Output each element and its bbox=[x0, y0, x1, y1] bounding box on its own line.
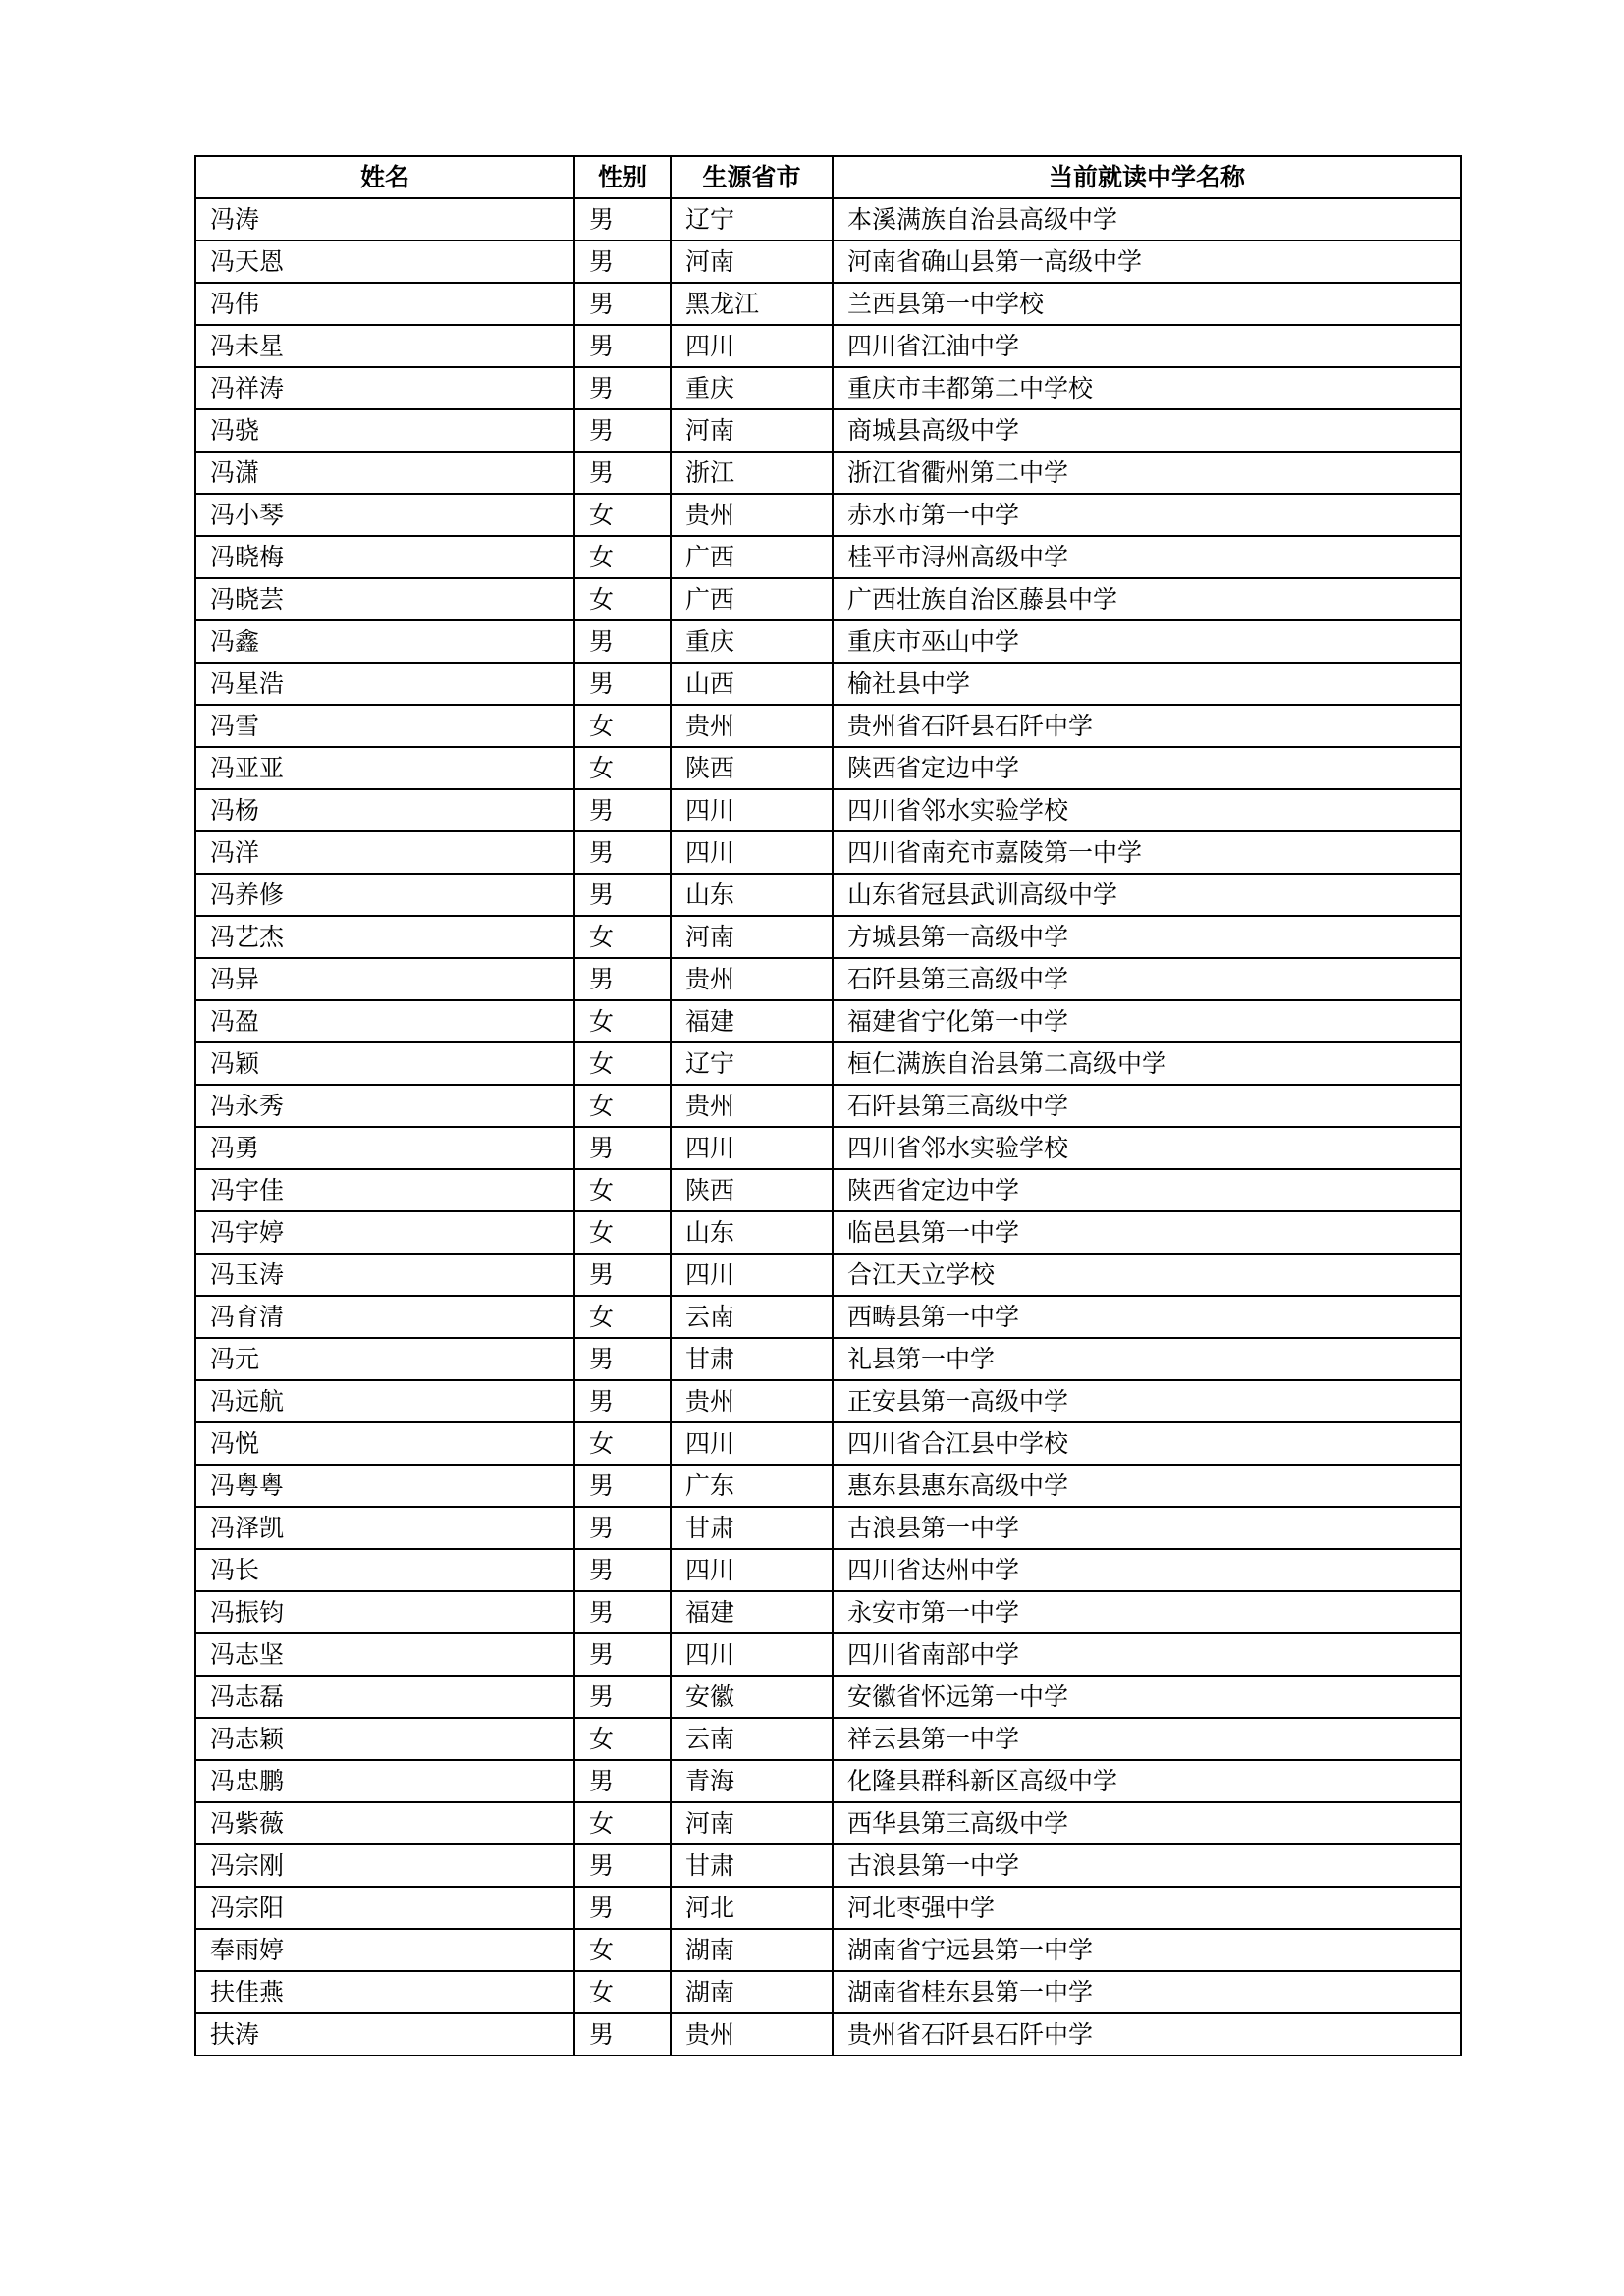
table-row bbox=[195, 198, 1461, 240]
gender-cell: 女 bbox=[574, 494, 671, 536]
table-row bbox=[195, 663, 1461, 705]
school-cell: 礼县第一中学 bbox=[833, 1338, 1461, 1380]
school-cell: 西畴县第一中学 bbox=[833, 1296, 1461, 1338]
school-cell: 安徽省怀远第一中学 bbox=[833, 1676, 1461, 1718]
header-school: 当前就读中学名称 bbox=[833, 156, 1461, 198]
school-cell: 四川省合江县中学校 bbox=[833, 1422, 1461, 1465]
province-cell: 四川 bbox=[671, 325, 833, 367]
table-row bbox=[195, 1085, 1461, 1127]
province-cell: 广东 bbox=[671, 1465, 833, 1507]
gender-cell: 女 bbox=[574, 1085, 671, 1127]
table-row bbox=[195, 1380, 1461, 1422]
name-cell: 冯盈 bbox=[195, 1000, 574, 1042]
table-row bbox=[195, 1507, 1461, 1549]
gender-cell: 女 bbox=[574, 1929, 671, 1971]
table-row bbox=[195, 494, 1461, 536]
province-cell: 福建 bbox=[671, 1000, 833, 1042]
school-cell: 榆社县中学 bbox=[833, 663, 1461, 705]
province-cell: 甘肃 bbox=[671, 1507, 833, 1549]
province-cell: 浙江 bbox=[671, 452, 833, 494]
gender-cell: 男 bbox=[574, 367, 671, 409]
province-cell: 贵州 bbox=[671, 494, 833, 536]
school-cell: 石阡县第三高级中学 bbox=[833, 958, 1461, 1000]
name-cell: 冯宗阳 bbox=[195, 1887, 574, 1929]
name-cell: 冯粤粤 bbox=[195, 1465, 574, 1507]
gender-cell: 男 bbox=[574, 1507, 671, 1549]
gender-cell: 男 bbox=[574, 1549, 671, 1591]
table-row bbox=[195, 240, 1461, 283]
gender-cell: 男 bbox=[574, 198, 671, 240]
province-cell: 云南 bbox=[671, 1296, 833, 1338]
name-cell: 冯祥涛 bbox=[195, 367, 574, 409]
name-cell: 冯育清 bbox=[195, 1296, 574, 1338]
name-cell: 冯宇婷 bbox=[195, 1211, 574, 1254]
table-row bbox=[195, 1676, 1461, 1718]
school-cell: 正安县第一高级中学 bbox=[833, 1380, 1461, 1422]
name-cell: 冯晓芸 bbox=[195, 578, 574, 620]
name-cell: 冯紫薇 bbox=[195, 1802, 574, 1844]
name-cell: 冯养修 bbox=[195, 874, 574, 916]
name-cell: 冯雪 bbox=[195, 705, 574, 747]
table-row bbox=[195, 1127, 1461, 1169]
province-cell: 湖南 bbox=[671, 1971, 833, 2013]
gender-cell: 女 bbox=[574, 747, 671, 789]
school-cell: 临邑县第一中学 bbox=[833, 1211, 1461, 1254]
province-cell: 湖南 bbox=[671, 1929, 833, 1971]
table-row bbox=[195, 747, 1461, 789]
gender-cell: 女 bbox=[574, 705, 671, 747]
gender-cell: 男 bbox=[574, 452, 671, 494]
province-cell: 四川 bbox=[671, 789, 833, 831]
gender-cell: 女 bbox=[574, 1422, 671, 1465]
table-row bbox=[195, 1422, 1461, 1465]
table-row bbox=[195, 874, 1461, 916]
header-gender: 性别 bbox=[574, 156, 671, 198]
school-cell: 古浪县第一中学 bbox=[833, 1507, 1461, 1549]
school-cell: 桂平市浔州高级中学 bbox=[833, 536, 1461, 578]
gender-cell: 男 bbox=[574, 1633, 671, 1676]
gender-cell: 女 bbox=[574, 578, 671, 620]
name-cell: 冯未星 bbox=[195, 325, 574, 367]
table-row bbox=[195, 409, 1461, 452]
school-cell: 本溪满族自治县高级中学 bbox=[833, 198, 1461, 240]
gender-cell: 男 bbox=[574, 1591, 671, 1633]
school-cell: 湖南省桂东县第一中学 bbox=[833, 1971, 1461, 2013]
province-cell: 山东 bbox=[671, 874, 833, 916]
gender-cell: 女 bbox=[574, 536, 671, 578]
table-row bbox=[195, 1718, 1461, 1760]
gender-cell: 男 bbox=[574, 1254, 671, 1296]
gender-cell: 男 bbox=[574, 1844, 671, 1887]
name-cell: 冯元 bbox=[195, 1338, 574, 1380]
province-cell: 福建 bbox=[671, 1591, 833, 1633]
school-cell: 贵州省石阡县石阡中学 bbox=[833, 2013, 1461, 2056]
school-cell: 商城县高级中学 bbox=[833, 409, 1461, 452]
gender-cell: 男 bbox=[574, 2013, 671, 2056]
gender-cell: 男 bbox=[574, 325, 671, 367]
name-cell: 冯志颖 bbox=[195, 1718, 574, 1760]
name-cell: 冯志磊 bbox=[195, 1676, 574, 1718]
school-cell: 湖南省宁远县第一中学 bbox=[833, 1929, 1461, 1971]
table-row bbox=[195, 1338, 1461, 1380]
province-cell: 贵州 bbox=[671, 1085, 833, 1127]
school-cell: 方城县第一高级中学 bbox=[833, 916, 1461, 958]
gender-cell: 男 bbox=[574, 1127, 671, 1169]
gender-cell: 女 bbox=[574, 1000, 671, 1042]
school-cell: 祥云县第一中学 bbox=[833, 1718, 1461, 1760]
province-cell: 四川 bbox=[671, 1254, 833, 1296]
gender-cell: 男 bbox=[574, 958, 671, 1000]
province-cell: 四川 bbox=[671, 1422, 833, 1465]
school-cell: 陕西省定边中学 bbox=[833, 1169, 1461, 1211]
table-row bbox=[195, 1211, 1461, 1254]
province-cell: 河南 bbox=[671, 409, 833, 452]
school-cell: 四川省江油中学 bbox=[833, 325, 1461, 367]
province-cell: 云南 bbox=[671, 1718, 833, 1760]
name-cell: 冯勇 bbox=[195, 1127, 574, 1169]
name-cell: 冯伟 bbox=[195, 283, 574, 325]
gender-cell: 女 bbox=[574, 1802, 671, 1844]
school-cell: 贵州省石阡县石阡中学 bbox=[833, 705, 1461, 747]
name-cell: 冯天恩 bbox=[195, 240, 574, 283]
school-cell: 陕西省定边中学 bbox=[833, 747, 1461, 789]
province-cell: 贵州 bbox=[671, 705, 833, 747]
school-cell: 广西壮族自治区藤县中学 bbox=[833, 578, 1461, 620]
school-cell: 兰西县第一中学校 bbox=[833, 283, 1461, 325]
gender-cell: 女 bbox=[574, 1296, 671, 1338]
name-cell: 冯星浩 bbox=[195, 663, 574, 705]
name-cell: 奉雨婷 bbox=[195, 1929, 574, 1971]
name-cell: 冯骁 bbox=[195, 409, 574, 452]
table-row bbox=[195, 1633, 1461, 1676]
school-cell: 四川省南部中学 bbox=[833, 1633, 1461, 1676]
name-cell: 冯异 bbox=[195, 958, 574, 1000]
name-cell: 冯艺杰 bbox=[195, 916, 574, 958]
name-cell: 冯振钧 bbox=[195, 1591, 574, 1633]
province-cell: 四川 bbox=[671, 1549, 833, 1591]
school-cell: 浙江省衢州第二中学 bbox=[833, 452, 1461, 494]
name-cell: 冯杨 bbox=[195, 789, 574, 831]
gender-cell: 男 bbox=[574, 1465, 671, 1507]
gender-cell: 男 bbox=[574, 1676, 671, 1718]
table-row bbox=[195, 620, 1461, 663]
table-row bbox=[195, 958, 1461, 1000]
name-cell: 冯涛 bbox=[195, 198, 574, 240]
table-row bbox=[195, 283, 1461, 325]
table-row bbox=[195, 578, 1461, 620]
province-cell: 重庆 bbox=[671, 620, 833, 663]
school-cell: 重庆市丰都第二中学校 bbox=[833, 367, 1461, 409]
table-row bbox=[195, 1296, 1461, 1338]
name-cell: 冯悦 bbox=[195, 1422, 574, 1465]
gender-cell: 男 bbox=[574, 1338, 671, 1380]
header-row bbox=[195, 156, 1461, 198]
student-table bbox=[194, 155, 1462, 2056]
school-cell: 西华县第三高级中学 bbox=[833, 1802, 1461, 1844]
table-row bbox=[195, 1887, 1461, 1929]
table-row bbox=[195, 1042, 1461, 1085]
name-cell: 冯忠鹏 bbox=[195, 1760, 574, 1802]
gender-cell: 男 bbox=[574, 283, 671, 325]
table-body bbox=[195, 198, 1461, 2056]
province-cell: 山西 bbox=[671, 663, 833, 705]
gender-cell: 女 bbox=[574, 1042, 671, 1085]
table-row bbox=[195, 831, 1461, 874]
province-cell: 四川 bbox=[671, 831, 833, 874]
school-cell: 赤水市第一中学 bbox=[833, 494, 1461, 536]
gender-cell: 女 bbox=[574, 1971, 671, 2013]
province-cell: 青海 bbox=[671, 1760, 833, 1802]
province-cell: 河南 bbox=[671, 240, 833, 283]
table-row bbox=[195, 1929, 1461, 1971]
name-cell: 扶佳燕 bbox=[195, 1971, 574, 2013]
gender-cell: 男 bbox=[574, 409, 671, 452]
gender-cell: 男 bbox=[574, 831, 671, 874]
name-cell: 冯小琴 bbox=[195, 494, 574, 536]
gender-cell: 女 bbox=[574, 1211, 671, 1254]
gender-cell: 女 bbox=[574, 1718, 671, 1760]
table-row bbox=[195, 916, 1461, 958]
province-cell: 黑龙江 bbox=[671, 283, 833, 325]
province-cell: 河北 bbox=[671, 1887, 833, 1929]
name-cell: 冯鑫 bbox=[195, 620, 574, 663]
province-cell: 甘肃 bbox=[671, 1338, 833, 1380]
province-cell: 河南 bbox=[671, 1802, 833, 1844]
school-cell: 福建省宁化第一中学 bbox=[833, 1000, 1461, 1042]
school-cell: 四川省达州中学 bbox=[833, 1549, 1461, 1591]
province-cell: 山东 bbox=[671, 1211, 833, 1254]
school-cell: 四川省邻水实验学校 bbox=[833, 789, 1461, 831]
name-cell: 冯泽凯 bbox=[195, 1507, 574, 1549]
school-cell: 四川省南充市嘉陵第一中学 bbox=[833, 831, 1461, 874]
name-cell: 冯长 bbox=[195, 1549, 574, 1591]
table-row bbox=[195, 367, 1461, 409]
table-row bbox=[195, 1802, 1461, 1844]
table-row bbox=[195, 705, 1461, 747]
header-province: 生源省市 bbox=[671, 156, 833, 198]
table-row bbox=[195, 1000, 1461, 1042]
table-row bbox=[195, 1465, 1461, 1507]
gender-cell: 男 bbox=[574, 663, 671, 705]
name-cell: 冯宇佳 bbox=[195, 1169, 574, 1211]
name-cell: 冯晓梅 bbox=[195, 536, 574, 578]
gender-cell: 女 bbox=[574, 1169, 671, 1211]
province-cell: 四川 bbox=[671, 1127, 833, 1169]
province-cell: 广西 bbox=[671, 536, 833, 578]
school-cell: 古浪县第一中学 bbox=[833, 1844, 1461, 1887]
gender-cell: 女 bbox=[574, 916, 671, 958]
table-row bbox=[195, 1591, 1461, 1633]
name-cell: 冯宗刚 bbox=[195, 1844, 574, 1887]
province-cell: 甘肃 bbox=[671, 1844, 833, 1887]
school-cell: 石阡县第三高级中学 bbox=[833, 1085, 1461, 1127]
school-cell: 惠东县惠东高级中学 bbox=[833, 1465, 1461, 1507]
table-row bbox=[195, 1549, 1461, 1591]
province-cell: 安徽 bbox=[671, 1676, 833, 1718]
province-cell: 四川 bbox=[671, 1633, 833, 1676]
name-cell: 冯永秀 bbox=[195, 1085, 574, 1127]
province-cell: 陕西 bbox=[671, 1169, 833, 1211]
province-cell: 贵州 bbox=[671, 1380, 833, 1422]
school-cell: 河南省确山县第一高级中学 bbox=[833, 240, 1461, 283]
school-cell: 重庆市巫山中学 bbox=[833, 620, 1461, 663]
school-cell: 永安市第一中学 bbox=[833, 1591, 1461, 1633]
province-cell: 重庆 bbox=[671, 367, 833, 409]
province-cell: 贵州 bbox=[671, 2013, 833, 2056]
table-row bbox=[195, 1760, 1461, 1802]
school-cell: 山东省冠县武训高级中学 bbox=[833, 874, 1461, 916]
gender-cell: 男 bbox=[574, 1887, 671, 1929]
school-cell: 四川省邻水实验学校 bbox=[833, 1127, 1461, 1169]
name-cell: 扶涛 bbox=[195, 2013, 574, 2056]
table-row bbox=[195, 1169, 1461, 1211]
gender-cell: 男 bbox=[574, 789, 671, 831]
province-cell: 广西 bbox=[671, 578, 833, 620]
name-cell: 冯颖 bbox=[195, 1042, 574, 1085]
gender-cell: 男 bbox=[574, 874, 671, 916]
table-row bbox=[195, 325, 1461, 367]
name-cell: 冯志坚 bbox=[195, 1633, 574, 1676]
gender-cell: 男 bbox=[574, 240, 671, 283]
table-row bbox=[195, 452, 1461, 494]
name-cell: 冯玉涛 bbox=[195, 1254, 574, 1296]
name-cell: 冯洋 bbox=[195, 831, 574, 874]
province-cell: 陕西 bbox=[671, 747, 833, 789]
school-cell: 桓仁满族自治县第二高级中学 bbox=[833, 1042, 1461, 1085]
table-row bbox=[195, 2013, 1461, 2056]
name-cell: 冯远航 bbox=[195, 1380, 574, 1422]
province-cell: 贵州 bbox=[671, 958, 833, 1000]
province-cell: 河南 bbox=[671, 916, 833, 958]
table-row bbox=[195, 789, 1461, 831]
school-cell: 化隆县群科新区高级中学 bbox=[833, 1760, 1461, 1802]
school-cell: 合江天立学校 bbox=[833, 1254, 1461, 1296]
table-row bbox=[195, 536, 1461, 578]
school-cell: 河北枣强中学 bbox=[833, 1887, 1461, 1929]
table-row bbox=[195, 1971, 1461, 2013]
province-cell: 辽宁 bbox=[671, 198, 833, 240]
gender-cell: 男 bbox=[574, 1380, 671, 1422]
header-name: 姓名 bbox=[195, 156, 574, 198]
name-cell: 冯亚亚 bbox=[195, 747, 574, 789]
province-cell: 辽宁 bbox=[671, 1042, 833, 1085]
gender-cell: 男 bbox=[574, 1760, 671, 1802]
table-row bbox=[195, 1844, 1461, 1887]
table-row bbox=[195, 1254, 1461, 1296]
gender-cell: 男 bbox=[574, 620, 671, 663]
name-cell: 冯潇 bbox=[195, 452, 574, 494]
